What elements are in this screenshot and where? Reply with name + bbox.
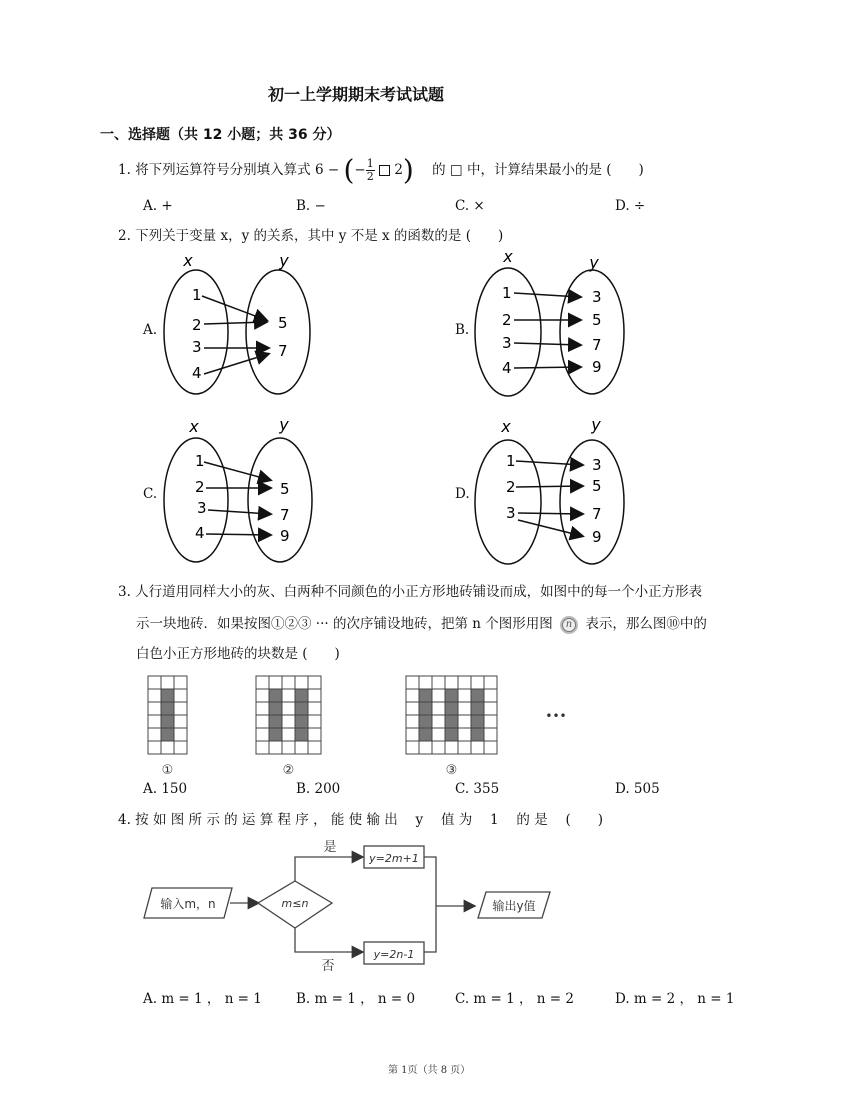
no-formula: y=2n-1 (373, 948, 415, 961)
mapping-diagram-c (158, 416, 318, 566)
white-tile (282, 741, 295, 754)
question-1-prefix: 1. 将下列运算符号分别填入算式 (118, 162, 311, 178)
mapping-diagram-a (158, 252, 318, 402)
section-heading: 一、选择题（共 12 小题；共 36 分） (100, 127, 341, 143)
white-tile (148, 676, 161, 689)
white-tile (432, 715, 445, 728)
white-tile (174, 741, 187, 754)
grey-tile (269, 702, 282, 715)
q3-option-b: B. 200 (296, 781, 341, 797)
white-tile (308, 741, 321, 754)
grey-tile (445, 728, 458, 741)
white-tile (269, 741, 282, 754)
ellipsis: ••• (545, 709, 567, 723)
white-tile (174, 689, 187, 702)
grey-tile (269, 728, 282, 741)
fraction-numerator: 1 (366, 157, 374, 170)
q2-label-b: B. (455, 322, 470, 338)
white-tile (256, 715, 269, 728)
input-label: 输入m，n (160, 897, 216, 911)
svg-text:5: 5 (278, 314, 288, 332)
white-tile (308, 676, 321, 689)
svg-text:7: 7 (592, 336, 602, 354)
white-tile (458, 741, 471, 754)
white-tile (419, 676, 432, 689)
white-tile (282, 702, 295, 715)
right-paren: ) (402, 153, 414, 187)
flowchart (140, 836, 570, 976)
set-y-label: y (589, 253, 599, 272)
q1-option-c: C. × (455, 198, 485, 214)
white-tile (432, 728, 445, 741)
grey-tile (269, 715, 282, 728)
white-tile (295, 676, 308, 689)
svg-text:9: 9 (592, 528, 602, 546)
white-tile (484, 689, 497, 702)
tile-figure-label: ③ (445, 763, 458, 776)
no-label: 否 (321, 959, 335, 974)
svg-text:2: 2 (506, 478, 516, 496)
white-tile (406, 728, 419, 741)
white-tile (432, 702, 445, 715)
tile-pattern-figures (138, 668, 578, 776)
svg-text:3: 3 (197, 499, 207, 517)
white-tile (256, 702, 269, 715)
grey-tile (295, 689, 308, 702)
white-tile (282, 689, 295, 702)
white-tile (269, 676, 282, 689)
q4-option-d: D. m = 2 ， n = 1 (615, 991, 735, 1007)
mapping-diagram-d (470, 416, 630, 568)
grey-tile (295, 702, 308, 715)
white-tile (445, 741, 458, 754)
svg-text:2: 2 (192, 316, 202, 334)
svg-text:4: 4 (195, 524, 205, 542)
grey-tile (295, 728, 308, 741)
grey-tile (471, 728, 484, 741)
svg-text:5: 5 (592, 311, 602, 329)
white-tile (174, 728, 187, 741)
grey-tile (419, 689, 432, 702)
grey-tile (269, 689, 282, 702)
grey-tile (161, 702, 174, 715)
q1-option-a: A. + (143, 198, 173, 214)
white-tile (174, 715, 187, 728)
q2-label-a: A. (143, 322, 158, 338)
svg-text:5: 5 (592, 477, 602, 495)
white-tile (471, 741, 484, 754)
white-tile (308, 728, 321, 741)
question-4: 4. 按 如 图 所 示 的 运 算 程 序 ， 能 使 输 出 y 值 为 1 的 是 ( ) (118, 812, 604, 828)
q3-option-d: D. 505 (615, 781, 660, 797)
white-tile (406, 676, 419, 689)
question-1-expr-lead: 6 − (314, 162, 340, 178)
white-tile (161, 741, 174, 754)
grey-tile (471, 702, 484, 715)
svg-text:3: 3 (592, 456, 602, 474)
svg-text:1: 1 (192, 286, 202, 304)
white-tile (445, 676, 458, 689)
white-tile (148, 741, 161, 754)
white-tile (406, 702, 419, 715)
svg-text:9: 9 (592, 358, 602, 376)
white-tile (458, 689, 471, 702)
tile-figure-label: ② (282, 763, 295, 776)
svg-text:7: 7 (280, 506, 290, 524)
set-y-label: y (279, 252, 289, 270)
svg-text:3: 3 (192, 338, 202, 356)
white-tile (295, 741, 308, 754)
q3-option-a: A. 150 (143, 781, 188, 797)
set-x-label: x (503, 248, 513, 266)
white-tile (256, 689, 269, 702)
white-tile (148, 728, 161, 741)
mapping-diagram-b (470, 248, 630, 402)
question-1-expr-tail: 2 (394, 162, 403, 178)
q2-label-d: D. (455, 486, 470, 502)
svg-text:4: 4 (502, 359, 512, 377)
output-label: 输出y值 (492, 899, 536, 913)
white-tile (148, 702, 161, 715)
white-tile (256, 676, 269, 689)
white-tile (256, 728, 269, 741)
set-y-label: y (591, 416, 601, 434)
grey-tile (419, 728, 432, 741)
svg-text:1: 1 (195, 452, 205, 470)
grey-tile (445, 715, 458, 728)
fraction-denominator: 2 (366, 170, 374, 183)
white-tile (458, 702, 471, 715)
set-x-label: x (183, 252, 193, 270)
question-2: 2. 下列关于变量 x，y 的关系，其中 y 不是 x 的函数的是 ( ) (118, 228, 504, 244)
white-tile (432, 676, 445, 689)
question-1 (118, 152, 644, 189)
white-tile (484, 676, 497, 689)
page-title: 初一上学期期末考试试题 (268, 85, 445, 104)
q4-option-a: A. m = 1 ， n = 1 (143, 991, 262, 1007)
yes-formula: y=2m+1 (369, 852, 419, 865)
circled-n-icon (560, 616, 578, 634)
left-paren: ( (343, 153, 355, 187)
svg-text:9: 9 (280, 527, 290, 545)
q4-option-b: B. m = 1 ， n = 0 (296, 991, 416, 1007)
white-tile (256, 741, 269, 754)
condition-label: m≤n (281, 897, 309, 910)
q4-option-c: C. m = 1 ， n = 2 (455, 991, 574, 1007)
question-1-neg: − (354, 162, 366, 178)
svg-text:7: 7 (278, 342, 288, 360)
grey-tile (471, 689, 484, 702)
white-tile (406, 689, 419, 702)
grey-tile (295, 715, 308, 728)
white-tile (308, 715, 321, 728)
grey-tile (445, 689, 458, 702)
q1-option-b: B. − (296, 198, 326, 214)
white-tile (484, 715, 497, 728)
question-3-line-1: 3. 人行道用同样大小的灰、白两种不同颜色的小正方形地砖铺设而成，如图中的每一个小正方形表 (118, 584, 703, 600)
svg-text:2: 2 (502, 311, 512, 329)
white-tile (484, 728, 497, 741)
white-tile (406, 741, 419, 754)
grey-tile (445, 702, 458, 715)
grey-tile (161, 689, 174, 702)
svg-text:5: 5 (280, 480, 290, 498)
set-x-label: x (501, 417, 511, 436)
svg-text:4: 4 (192, 364, 202, 382)
question-3-line-3: 白色小正方形地砖的块数是 ( ) (136, 646, 340, 662)
white-tile (148, 715, 161, 728)
svg-text:1: 1 (506, 452, 516, 470)
white-tile (419, 741, 432, 754)
grey-tile (471, 715, 484, 728)
white-tile (282, 728, 295, 741)
white-tile (458, 676, 471, 689)
white-tile (432, 741, 445, 754)
circled-n-label: n (562, 618, 576, 632)
white-tile (308, 702, 321, 715)
white-tile (484, 741, 497, 754)
white-tile (432, 689, 445, 702)
white-tile (458, 715, 471, 728)
yes-label: 是 (323, 840, 337, 855)
svg-text:1: 1 (502, 284, 512, 302)
white-tile (458, 728, 471, 741)
svg-text:3: 3 (592, 288, 602, 306)
set-x-label: x (189, 417, 199, 436)
white-tile (484, 702, 497, 715)
white-tile (161, 676, 174, 689)
svg-text:3: 3 (506, 504, 516, 522)
white-tile (282, 676, 295, 689)
white-tile (282, 715, 295, 728)
blank-box-icon (379, 165, 390, 176)
grey-tile (419, 702, 432, 715)
q1-option-d: D. ÷ (615, 198, 646, 214)
page-footer: 第 1页（共 8 页） (388, 1065, 471, 1076)
svg-text:3: 3 (502, 334, 512, 352)
question-3-line-2: 示一块地砖．如果按图①②③ ··· 的次序铺设地砖，把第 n 个图形用图 n 表示，那么图⑩中的 (136, 616, 707, 632)
white-tile (406, 715, 419, 728)
svg-text:7: 7 (592, 505, 602, 523)
grey-tile (161, 728, 174, 741)
question-1-suffix: 的 □ 中，计算结果最小的是 ( ) (432, 162, 644, 178)
white-tile (308, 689, 321, 702)
set-y-label: y (279, 416, 289, 434)
white-tile (174, 676, 187, 689)
svg-text:2: 2 (195, 478, 205, 496)
white-tile (471, 676, 484, 689)
q2-label-c: C. (143, 486, 158, 502)
fraction (366, 158, 375, 183)
white-tile (148, 689, 161, 702)
q3-option-c: C. 355 (455, 781, 500, 797)
grey-tile (419, 715, 432, 728)
grey-tile (161, 715, 174, 728)
white-tile (174, 702, 187, 715)
tile-figure-label: ① (161, 763, 174, 776)
